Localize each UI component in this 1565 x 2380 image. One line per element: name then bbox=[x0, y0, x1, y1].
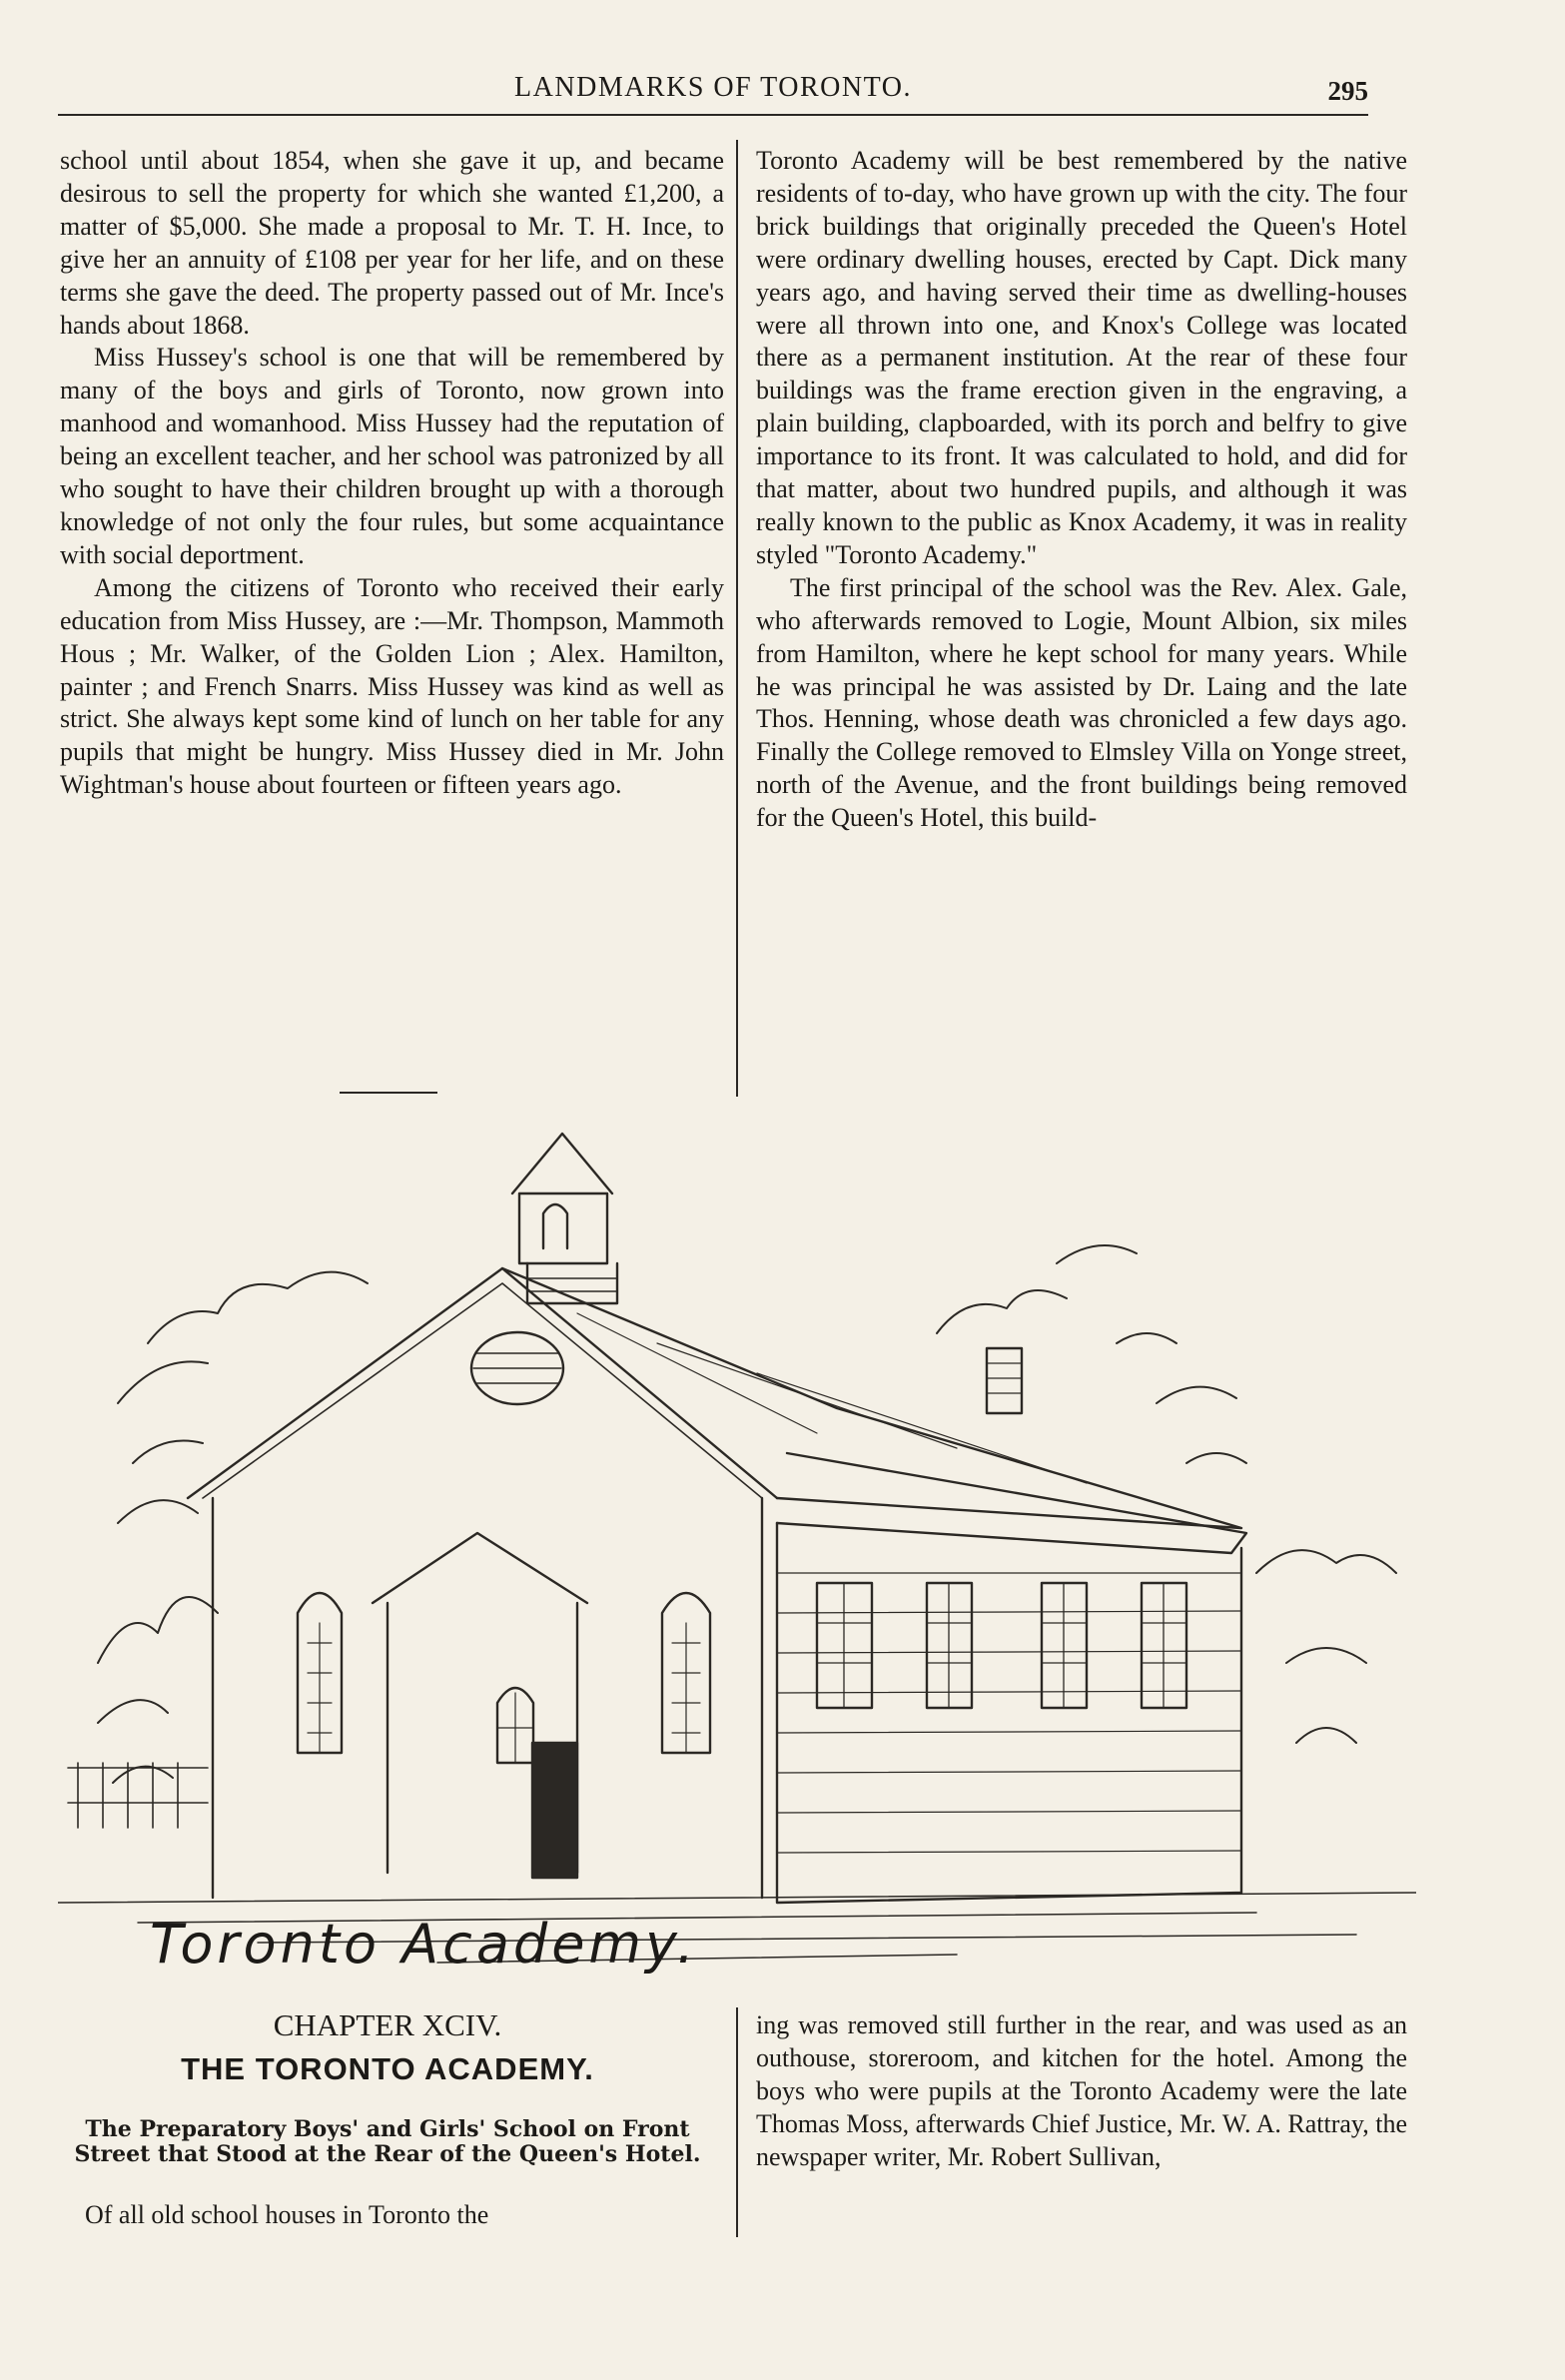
left-column bbox=[60, 145, 724, 802]
figure-caption: Toronto Academy. bbox=[150, 1913, 698, 1976]
engraving-figure bbox=[58, 1104, 1416, 1992]
page-number: 295 bbox=[1327, 76, 1368, 106]
chapter-number: CHAPTER XCIV. bbox=[273, 2007, 502, 2042]
toronto-academy-illustration bbox=[58, 1104, 1416, 1992]
section-end-rule bbox=[340, 1092, 437, 1094]
right-column bbox=[756, 145, 1407, 835]
chapter-subtitle: The Preparatory Boys' and Girls' School on Front Street that Stood at the Rear of the Queen's Hotel. bbox=[74, 2116, 701, 2167]
bottom-right-column bbox=[756, 2009, 1407, 2174]
paragraph: The first principal of the school was the Rev. Alex. Gale, who afterwards removed to Logie, Mount Albion, six miles from Hamilton, where he kept school for many years. While he was principal he was assisted by Dr. Laing and the late Thos. Henning, whose death was chronicled a few days ago. Finally the College removed to Elmsley Villa on Yonge street, north of the Avenue, and the front buildings being removed for the Queen's Hotel, this build- bbox=[756, 572, 1407, 833]
paragraph: Miss Hussey's school is one that will be remembered by many of the boys and girls of Toronto, now grown into manhood and womanhood. Miss Hussey had the reputation of being an excellent teacher, and her school was patronized by all who sought to have their children brought up with a thorough knowledge of not only the four rules, but some acquaintance with social deportment. bbox=[60, 343, 724, 569]
chapter-opening bbox=[85, 2199, 716, 2232]
paragraph: school until about 1854, when she gave it up, and became desirous to sell the property for which she wanted £1,200, a matter of $5,000. She made a proposal to Mr. T. H. Ince, to give her an annuity of £108 per year for her life, and on these terms she gave the deed. The property passed out of Mr. Ince's hands about 1868. bbox=[60, 146, 724, 340]
paragraph: Toronto Academy will be best remembered by the native residents of to-day, who have grown up with the city. The four brick buildings that originally preceded the Queen's Hotel were ordinary dwelling houses, erected by Capt. Dick many years ago, and having served their time as dwelling-houses were all thrown into one, and Knox's College was located there as a permanent institution. At the rear of these four buildings was the frame erection given in the engraving, a plain building, clapboarded, with its porch and belfry to give importance to its front. It was calculated to hold, and did for that matter, about two hundred pupils, and although it was really known to the public as Knox Academy, it was in reality styled "Toronto Academy." bbox=[756, 146, 1407, 569]
paragraph: Of all old school houses in Toronto the bbox=[85, 2200, 489, 2229]
running-head: LANDMARKS OF TORONTO. bbox=[514, 72, 912, 103]
chapter-title: THE TORONTO ACADEMY. bbox=[181, 2051, 594, 2086]
paragraph: Among the citizens of Toronto who received their early education from Miss Hussey, are :—Mr. Thompson, Mammoth Hous ; Mr. Walker, of the Golden Lion ; Alex. Hamilton, painter ; and French Snarrs. Miss Hussey was kind as well as strict. She always kept some kind of lunch on her table for any pupils that might be hungry. Miss Hussey died in Mr. John Wightman's house about fourteen or fifteen years ago. bbox=[60, 572, 724, 800]
paragraph: ing was removed still further in the rear, and was used as an outhouse, storeroom, and kitchen for the hotel. Among the boys who were pupils at the Toronto Academy were the late Thomas Moss, afterwards Chief Justice, Mr. W. A. Rattray, the newspaper writer, Mr. Robert Sullivan, bbox=[756, 2010, 1407, 2171]
column-divider bbox=[736, 140, 738, 1097]
page-header bbox=[58, 70, 1368, 116]
column-divider-bottom bbox=[736, 2007, 738, 2237]
